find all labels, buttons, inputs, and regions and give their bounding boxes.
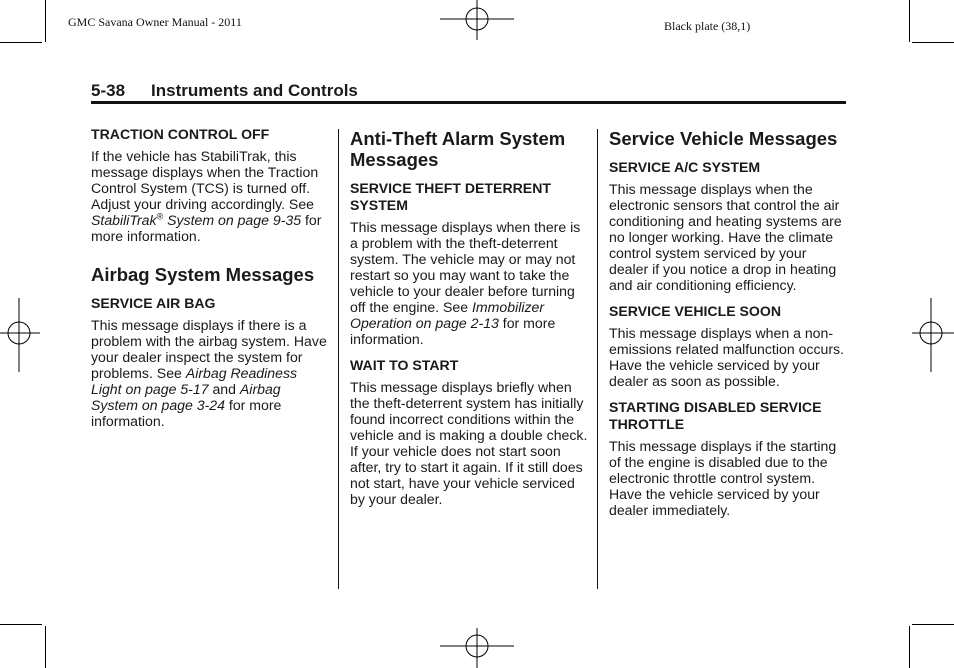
paragraph-service-ac-system: This message displays when the electronic sensors that control the air conditioning and heating systems are no longer working. Have the climate control system serviced by your dealer if you notice a drop in heating and air conditioning efficiency. bbox=[609, 181, 842, 293]
page-header bbox=[91, 81, 358, 101]
subheading-wait-to-start: WAIT TO START bbox=[350, 357, 459, 373]
crop-mark bbox=[912, 624, 954, 625]
text: and bbox=[208, 381, 240, 397]
print-meta-left: GMC Savana Owner Manual - 2011 bbox=[68, 15, 242, 29]
column-1 bbox=[91, 126, 331, 439]
registration-mark-right bbox=[912, 298, 954, 372]
subheading-service-theft-deterrent: SERVICE THEFT DETERRENT SYSTEM bbox=[350, 180, 551, 213]
link-airbag-readiness-light[interactable]: Airbag Readiness Light on page 5-17 bbox=[91, 365, 298, 397]
paragraph-traction-control bbox=[91, 148, 331, 244]
subheading-starting-disabled: STARTING DISABLED SERVICE THROTTLE bbox=[609, 399, 822, 432]
registration-mark-top bbox=[440, 0, 514, 40]
heading-airbag-system-messages: Airbag System Messages bbox=[91, 264, 315, 285]
link-stabilitrak[interactable] bbox=[91, 212, 301, 228]
paragraph-service-theft-deterrent bbox=[350, 219, 590, 347]
paragraph-starting-disabled: This message displays if the starting of the engine is disabled due to the electronic throttle control system. Have the vehicle serviced by your dealer immediately. bbox=[609, 438, 837, 518]
text: If the vehicle has StabiliTrak, this message displays when the Traction Control System (TCS) is turned off. Adjust your driving accordingly. See bbox=[91, 148, 319, 212]
crop-mark bbox=[45, 0, 46, 42]
column-3 bbox=[609, 126, 849, 528]
paragraph-service-air-bag bbox=[91, 317, 331, 429]
header-rule bbox=[91, 101, 846, 104]
crop-mark bbox=[0, 42, 42, 43]
ref-text: StabiliTrak bbox=[91, 212, 157, 228]
ref-text: System on page 9-35 bbox=[163, 212, 302, 228]
text: This message displays if there is a problem with the airbag system. Have your dealer inspect the system for problems. See bbox=[91, 317, 327, 381]
heading-service-vehicle-messages: Service Vehicle Messages bbox=[609, 128, 838, 149]
link-airbag-system[interactable]: Airbag System on page 3-24 bbox=[91, 381, 281, 413]
crop-mark bbox=[0, 624, 42, 625]
text: for more information. bbox=[91, 212, 322, 244]
crop-mark bbox=[912, 42, 954, 43]
subheading-traction-control-off: TRACTION CONTROL OFF bbox=[91, 126, 270, 142]
heading-anti-theft-alarm-messages: Anti-Theft Alarm System Messages bbox=[350, 128, 566, 170]
text: for more information. bbox=[350, 315, 556, 347]
registered-mark: ® bbox=[156, 211, 164, 222]
paragraph-wait-to-start: This message displays briefly when the theft-deterrent system has initially found incorrect conditions within the vehicle and is making a double check. If your vehicle does not start soon after, try to start it again. If it still does not start, have your vehicle serviced by your dealer. bbox=[350, 379, 588, 507]
column-divider bbox=[338, 129, 339, 589]
crop-mark bbox=[45, 626, 46, 668]
page-number: 5-38 bbox=[91, 81, 126, 100]
subheading-service-vehicle-soon: SERVICE VEHICLE SOON bbox=[609, 303, 782, 319]
registration-mark-bottom bbox=[440, 628, 514, 668]
print-meta-right: Black plate (38,1) bbox=[664, 19, 751, 33]
column-2 bbox=[350, 126, 590, 517]
link-immobilizer-operation[interactable]: Immobilizer Operation on page 2-13 bbox=[350, 299, 545, 331]
subheading-service-ac-system: SERVICE A/C SYSTEM bbox=[609, 159, 761, 175]
subheading-service-air-bag: SERVICE AIR BAG bbox=[91, 295, 216, 311]
crop-mark bbox=[909, 0, 910, 42]
text: This message displays when there is a problem with the theft-deterrent system. The vehicle may or may not restart so you may want to take the vehicle to your dealer before turning off the engine. See bbox=[350, 219, 581, 315]
crop-mark bbox=[909, 626, 910, 668]
section-title: Instruments and Controls bbox=[151, 81, 358, 100]
column-divider bbox=[597, 129, 598, 589]
paragraph-service-vehicle-soon: This message displays when a non-emissions related malfunction occurs. Have the vehicle serviced by your dealer as soon as possible. bbox=[609, 325, 844, 389]
registration-mark-left bbox=[0, 298, 40, 372]
text: for more information. bbox=[91, 397, 282, 429]
